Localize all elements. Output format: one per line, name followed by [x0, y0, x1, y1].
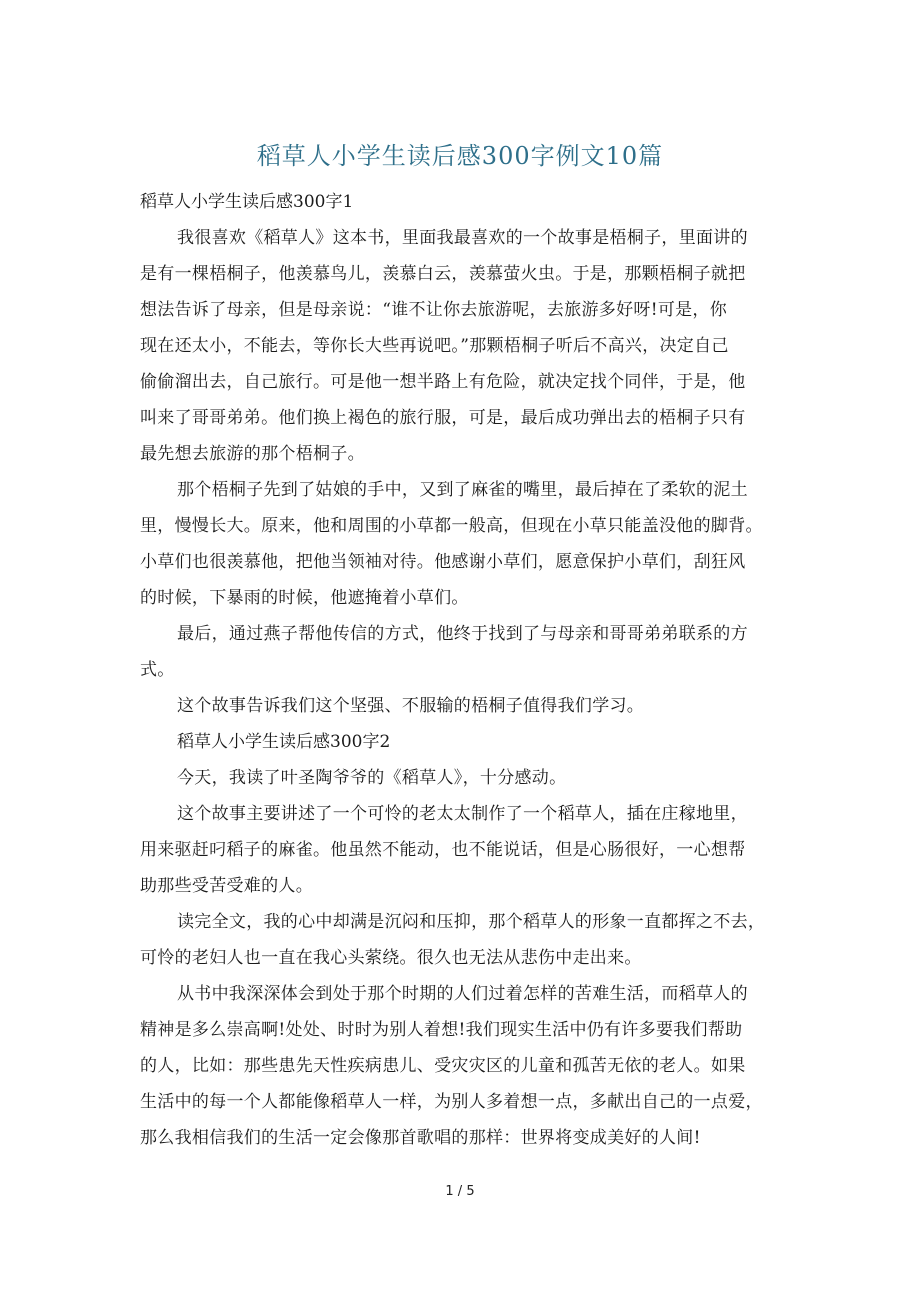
paragraph: [140, 796, 795, 904]
paragraph: [140, 616, 795, 688]
text-line: 里，慢慢长大。原来，他和周围的小草都一般高，但现在小草只能盖没他的脚背。: [140, 516, 763, 536]
text-line: 精神是多么崇高啊!处处、时时为别人着想!我们现实生活中仍有许多要我们帮助: [140, 1020, 743, 1040]
paragraph: [140, 976, 795, 1156]
document-title: 稻草人小学生读后感300字例文10篇: [256, 142, 664, 170]
section-2-heading: 稻草人小学生读后感300字2: [177, 732, 391, 752]
text-line: 这个故事告诉我们这个坚强、不服输的梧桐子值得我们学习。: [177, 696, 645, 716]
text-line: 式。: [140, 660, 175, 680]
text-line: 可怜的老妇人也一直在我心头萦绕。很久也无法从悲伤中走出来。: [140, 948, 642, 968]
text-line: 助那些受苦受难的人。: [140, 876, 313, 896]
text-line: 现在还太小，不能去，等你长大些再说吧。”那颗梧桐子听后不高兴，决定自己: [140, 336, 729, 356]
paragraph: [140, 220, 795, 472]
text-line: 我很喜欢《稻草人》这本书，里面我最喜欢的一个故事是梧桐子，里面讲的: [177, 228, 748, 248]
text-line: 最后，通过燕子帮他传信的方式，他终于找到了与母亲和哥哥弟弟联系的方: [177, 624, 748, 644]
section-1-heading: 稻草人小学生读后感300字1: [140, 192, 354, 212]
text-line: 这个故事主要讲述了一个可怜的老太太制作了一个稻草人，插在庄稼地里，: [177, 804, 748, 824]
page-indicator: 1 / 5: [445, 1184, 475, 1199]
text-line: 读完全文，我的心中却满是沉闷和压抑，那个稻草人的形象一直都挥之不去，: [177, 912, 766, 932]
text-line: 最先想去旅游的那个梧桐子。: [140, 444, 365, 464]
text-line: 的时候，下暴雨的时候，他遮掩着小草们。: [140, 588, 469, 608]
text-line: 是有一棵梧桐子，他羡慕鸟儿，羡慕白云，羡慕萤火虫。于是，那颗梧桐子就把: [140, 264, 746, 284]
text-line: 的人，比如：那些患先天性疾病患儿、受灾灾区的儿童和孤苦无依的老人。如果: [140, 1056, 746, 1076]
paragraph: [140, 760, 795, 796]
paragraph: [140, 904, 795, 976]
text-line: 小草们也很羡慕他，把他当领袖对待。他感谢小草们，愿意保护小草们，刮狂风: [140, 552, 746, 572]
text-line: 想法告诉了母亲，但是母亲说：“谁不让你去旅游呢，去旅游多好呀!可是，你: [140, 300, 728, 320]
text-line: 生活中的每一个人都能像稻草人一样，为别人多着想一点，多献出自己的一点爱，: [140, 1092, 763, 1112]
text-line: 从书中我深深体会到处于那个时期的人们过着怎样的苦难生活，而稻草人的: [177, 984, 748, 1004]
text-line: 叫来了哥哥弟弟。他们换上褐色的旅行服，可是，最后成功弹出去的梧桐子只有: [140, 408, 746, 428]
text-line: 那么我相信我们的生活一定会像那首歌唱的那样：世界将变成美好的人间!: [140, 1128, 701, 1148]
text-line: 那个梧桐子先到了姑娘的手中，又到了麻雀的嘴里，最后掉在了柔软的泥土: [177, 480, 748, 500]
text-line: 今天，我读了叶圣陶爷爷的《稻草人》，十分感动。: [177, 768, 567, 788]
text-line: 偷偷溜出去，自己旅行。可是他一想半路上有危险，就决定找个同伴，于是，他: [140, 372, 746, 392]
paragraph: [140, 688, 795, 724]
paragraph: [140, 472, 795, 616]
text-line: 用来驱赶叼稻子的麻雀。他虽然不能动，也不能说话，但是心肠很好，一心想帮: [140, 840, 746, 860]
document-body: [140, 184, 795, 1156]
